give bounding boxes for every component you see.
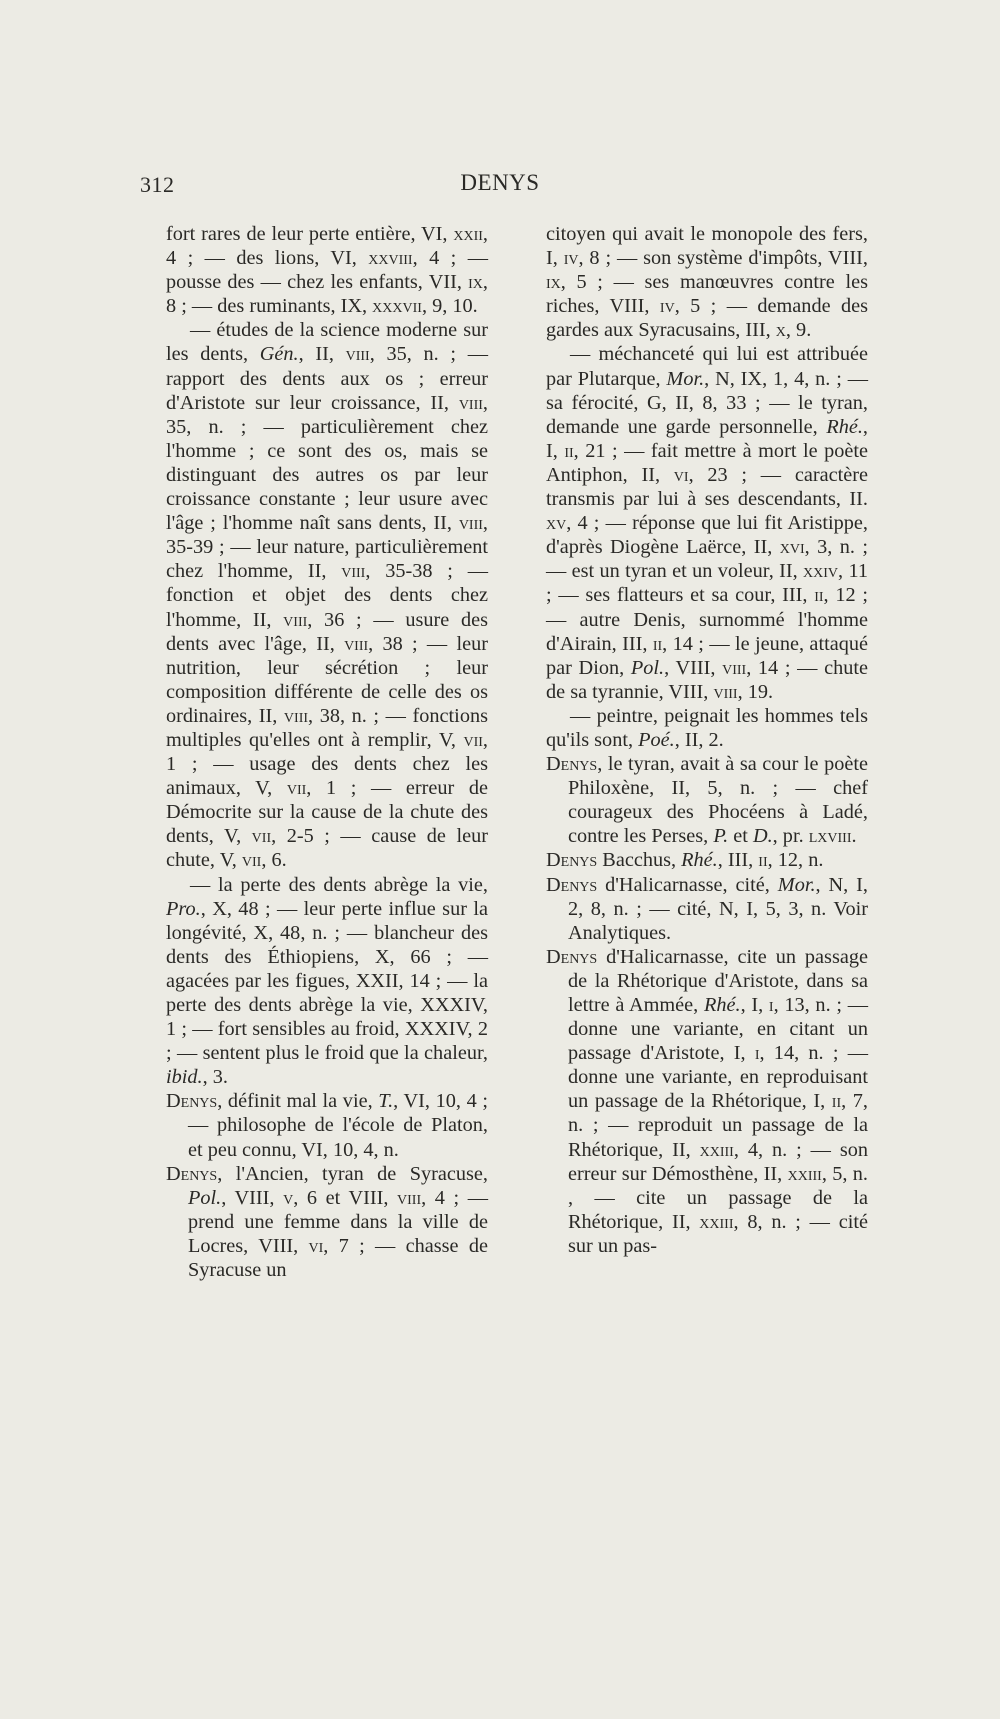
index-paragraph: — méchanceté qui lui est attribuée par Plutarque, Mor., N, IX, 1, 4, n. ; — sa férocité, G, II, 8, 33 ; — le tyran, demande une garde personnelle, Rhé., I, ii, 21 ; — fait mettre à mort le poète Antiphon, II, vi, 23 ; — caractère transmis par lui à ses descendants, II. xv, 4 ; — réponse que lui fit Aristippe, d'après Diogène Laërce, II, xvi, 3, n. ; — est un tyran et un voleur, II, xxiv, 11 ; — ses flatteurs et sa cour, III, ii, 12 ; — autre Denis, surnommé l'homme d'Airain, III, ii, 14 ; — le jeune, attaqué par Dion, Pol., VIII, viii, 14 ; — chute de sa tyrannie, VIII, viii, 19.	[546, 343, 869, 703]
right-column	[546, 222, 868, 1258]
index-paragraph: — études de la science moderne sur les dents, Gén., II, viii, 35, n. ; — rapport des dents aux os ; erreur d'Aristote sur leur croissance, II, viii, 35, n. ; — particulièrement chez l'homme ; ce sont des os, mais se distinguant des autres os par leur croissance constante ; leur usure avec l'âge ; l'homme naît sans dents, II, viii, 35-39 ; — leur nature, particulièrement chez l'homme, II, viii, 35-38 ; — fonction et objet des dents chez l'homme, II, viii, 36 ; — usure des dents avec l'âge, II, viii, 38 ; — leur nutrition, leur sécrétion ; leur composition différente de celle des os ordinaires, II, viii, 38, n. ; — fonctions multiples qu'elles ont à remplir, V, vii, 1 ; — usage des dents chez les animaux, V, vii, 1 ; — erreur de Démocrite sur la cause de la chute des dents, V, vii, 2-5 ; — cause de leur chute, V, vii, 6.	[166, 319, 488, 872]
index-paragraph: citoyen qui avait le monopole des fers, I, iv, 8 ; — son système d'impôts, VIII, ix, 5 ; — ses manœuvres contre les riches, VIII, iv, 5 ; — demande des gardes aux Syracusains, III, x, 9.	[546, 223, 869, 342]
index-entry: Denys, définit mal la vie, T., VI, 10, 4 ; — philosophe de l'école de Platon, et peu connu, VI, 10, 4, n.	[166, 1090, 488, 1161]
index-paragraph: fort rares de leur perte entière, VI, xxii, 4 ; — des lions, VI, xxviii, 4 ; — pousse des — chez les enfants, VII, ix, 8 ; — des ruminants, IX, xxxvii, 9, 10.	[166, 223, 488, 318]
index-entry: Denys d'Halicarnasse, cite un passage de la Rhétorique d'Aristote, dans sa lettre à Ammée, Rhé., I, i, 13, n. ; — donne une variante, en citant un passage d'Aristote, I, i, 14, n. ; — donne une variante, en reproduisant un passage de la Rhétorique, I, ii, 7, n. ; — reproduit un passage de la Rhétorique, II, xxiii, 4, n. ; — son erreur sur Démosthène, II, xxiii, 5, n. , — cite un passage de la Rhétorique, II, xxiii, 8, n. ; — cité sur un pas-	[546, 945, 869, 1257]
index-paragraph: — la perte des dents abrège la vie, Pro., X, 48 ; — leur perte influe sur la longévité, X, 48, n. ; — blancheur des dents des Éthiopiens, X, 66 ; — agacées par les figues, XXII, 14 ; — la perte des dents abrège la vie, XXXIV, 1 ; — fort sensibles au froid, XXXIV, 2 ; — sentent plus le froid que la chaleur, ibid., 3.	[166, 873, 488, 1089]
index-entry: Denys d'Halicarnasse, cité, Mor., N, I, 2, 8, n. ; — cité, N, I, 5, 3, n. Voir Analytiques.	[546, 873, 868, 944]
index-entry: Denys, le tyran, avait à sa cour le poète Philoxène, II, 5, n. ; — chef courageux des Phocéens à Ladé, contre les Perses, P. et D., pr. lxviii.	[546, 753, 868, 848]
index-entry: Denys Bacchus, Rhé., III, ii, 12, n.	[546, 849, 824, 872]
left-column	[166, 222, 488, 1282]
index-entry: Denys, l'Ancien, tyran de Syracuse, Pol., VIII, v, 6 et VIII, viii, 4 ; — prend une femme dans la ville de Locres, VIII, vi, 7 ; — chasse de Syracuse un	[166, 1162, 488, 1282]
index-paragraph: — peintre, peignait les hommes tels qu'ils sont, Poé., II, 2.	[546, 704, 868, 751]
page-number: 312	[140, 172, 175, 197]
running-head: DENYS	[460, 170, 540, 195]
